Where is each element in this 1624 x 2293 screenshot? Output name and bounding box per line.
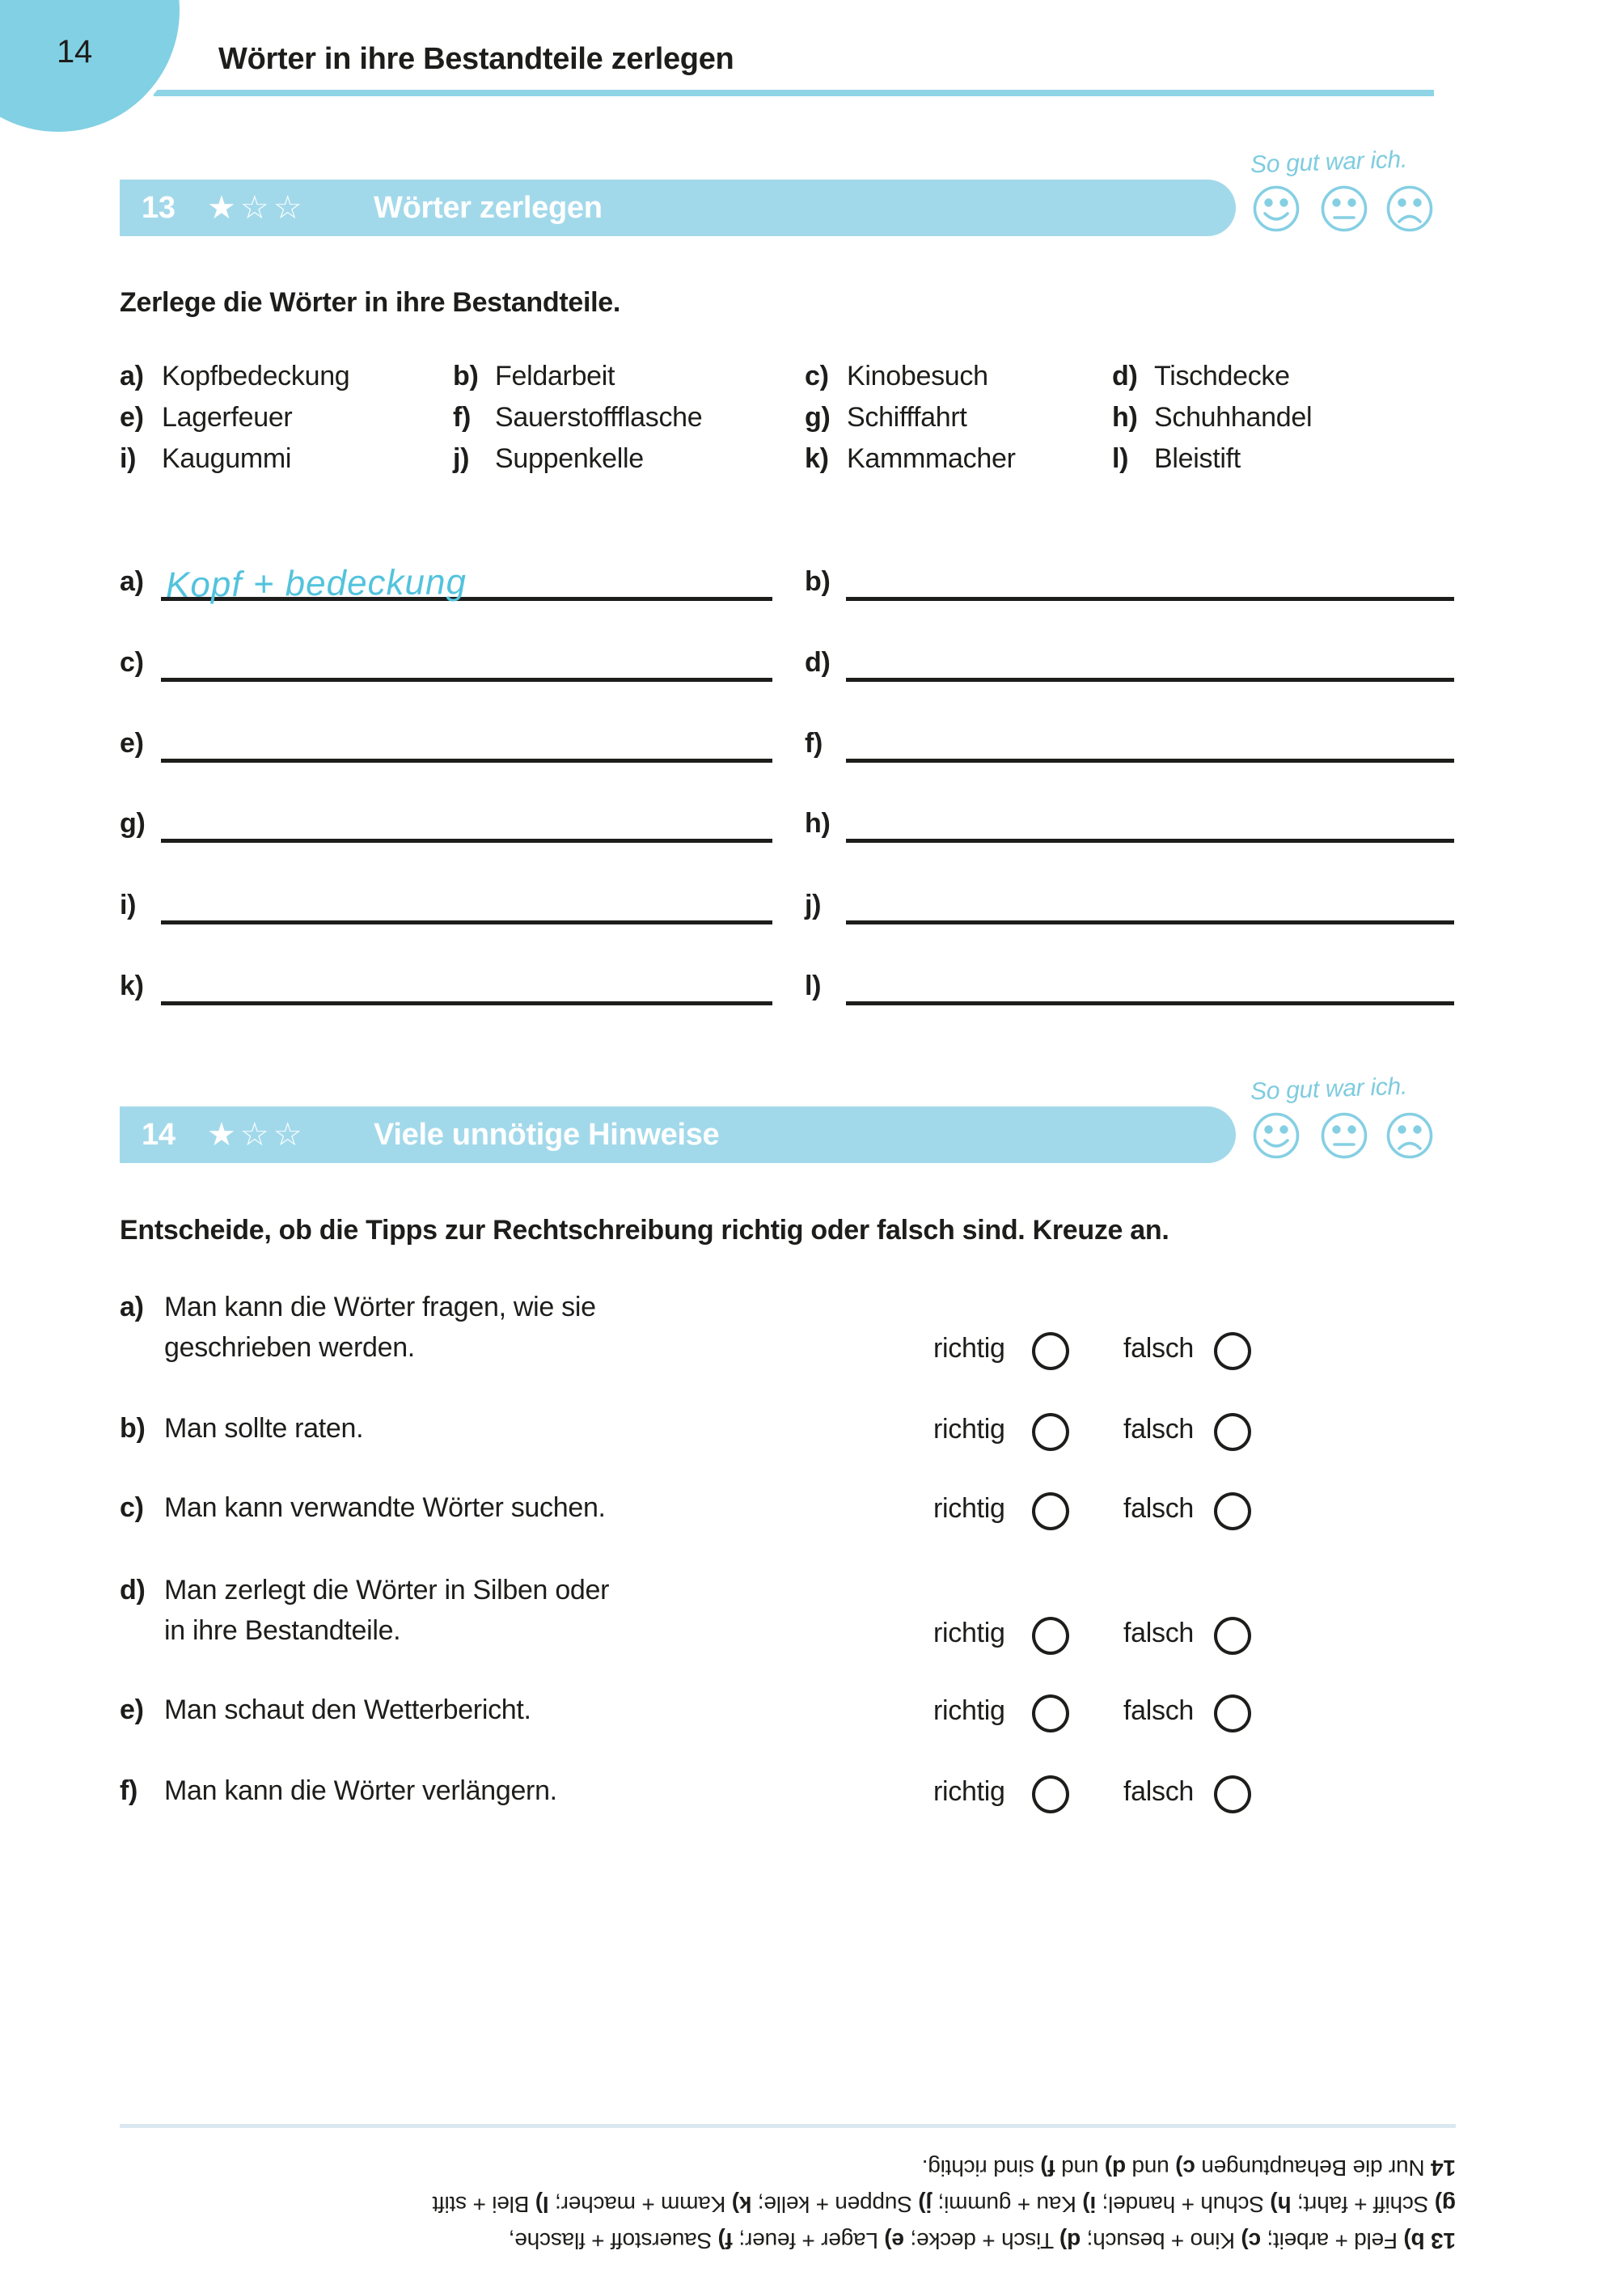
question-b-line1: b) Man sollte raten.: [120, 1413, 364, 1444]
answer-row-f: f): [805, 730, 1454, 763]
word-item-g: g) Schifffahrt: [805, 402, 967, 433]
question-e-line1: e) Man schaut den Wetterbericht.: [120, 1694, 531, 1725]
richtig-label: richtig: [933, 1618, 1005, 1648]
question-c-line1: c) Man kann verwandte Wörter suchen.: [120, 1492, 606, 1523]
word-item-e: e) Lagerfeuer: [120, 402, 293, 433]
word-item-f: f) Sauerstoffflasche: [453, 402, 703, 433]
richtig-label: richtig: [933, 1414, 1005, 1445]
word-item-l: l) Bleistift: [1112, 443, 1241, 474]
answer-line-k[interactable]: [161, 1001, 772, 1005]
task13-bar: [120, 180, 1236, 236]
falsch-circle-c[interactable]: [1214, 1492, 1251, 1530]
header-rule: [154, 90, 1434, 96]
task14-number: 14: [142, 1118, 176, 1152]
star-empty-icons: ☆☆: [239, 190, 307, 226]
answer-row-g: g): [120, 810, 772, 843]
answer-row-k: k): [120, 972, 772, 1005]
task14-bar: [120, 1106, 1236, 1163]
falsch-circle-b[interactable]: [1214, 1413, 1251, 1451]
falsch-circle-f[interactable]: [1214, 1775, 1251, 1813]
richtig-circle-a[interactable]: [1032, 1332, 1069, 1370]
star-filled-icon: ★: [207, 1117, 240, 1153]
sad-smiley-icon[interactable]: [1385, 1111, 1434, 1160]
task14-difficulty-stars: [207, 1106, 307, 1163]
falsch-label: falsch: [1123, 1414, 1195, 1445]
answer-row-j: j): [805, 891, 1454, 924]
sad-smiley-icon[interactable]: [1385, 184, 1434, 233]
word-item-d: d) Tischdecke: [1112, 361, 1290, 391]
richtig-circle-f[interactable]: [1032, 1775, 1069, 1813]
word-item-j: j) Suppenkelle: [453, 443, 644, 474]
falsch-circle-e[interactable]: [1214, 1694, 1251, 1732]
happy-smiley-icon[interactable]: [1252, 1111, 1300, 1160]
answer-line-l[interactable]: [846, 1001, 1454, 1005]
answer-line-h[interactable]: [846, 839, 1454, 843]
richtig-label: richtig: [933, 1776, 1005, 1807]
star-filled-icon: ★: [207, 190, 240, 226]
question-d-line1: d) Man zerlegt die Wörter in Silben oder: [120, 1575, 610, 1606]
answer-row-c: c): [120, 649, 772, 682]
footer-divider: [120, 2124, 1456, 2128]
answer-line-i[interactable]: [161, 920, 772, 924]
falsch-label: falsch: [1123, 1333, 1195, 1364]
richtig-circle-e[interactable]: [1032, 1694, 1069, 1732]
answer-row-e: e): [120, 730, 772, 763]
question-d-line2: in ihre Bestandteile.: [164, 1615, 401, 1646]
richtig-circle-c[interactable]: [1032, 1492, 1069, 1530]
answer-key-line-13a: 13 b) Feld + arbeit; c) Kino + besuch; d) Tisch + decke; e) Lager + feuer; f) Sauerstoff + flasche,: [508, 2228, 1456, 2253]
neutral-smiley-icon[interactable]: [1320, 184, 1368, 233]
word-item-k: k) Kammmacher: [805, 443, 1016, 474]
page-title: Wörter in ihre Bestandteile zerlegen: [218, 42, 734, 76]
word-item-h: h) Schuhhandel: [1112, 402, 1313, 433]
star-empty-icons: ☆☆: [239, 1117, 307, 1153]
feedback-label: So gut war ich.: [1250, 1072, 1408, 1106]
task13-title: Wörter zerlegen: [374, 191, 603, 225]
falsch-label: falsch: [1123, 1493, 1195, 1524]
word-item-c: c) Kinobesuch: [805, 361, 988, 391]
question-a-line1: a) Man kann die Wörter fragen, wie sie: [120, 1292, 596, 1322]
falsch-circle-a[interactable]: [1214, 1332, 1251, 1370]
answer-line-e[interactable]: [161, 759, 772, 763]
richtig-label: richtig: [933, 1493, 1005, 1524]
handwritten-answer-a: Kopf + bedeckung: [165, 562, 467, 605]
answer-key-line-13b: g) Schiff + fahrt; h) Schuh + handel; i) Kau + gummi; j) Suppen + kelle; k) Kamm + macher; l) Blei + stift: [432, 2192, 1456, 2217]
task14-instruction: Entscheide, ob die Tipps zur Rechtschreibung richtig oder falsch sind. Kreuze an.: [120, 1215, 1169, 1246]
richtig-label: richtig: [933, 1695, 1005, 1726]
feedback-label: So gut war ich.: [1250, 146, 1408, 179]
answer-line-j[interactable]: [846, 920, 1454, 924]
answer-line-b[interactable]: [846, 597, 1454, 601]
falsch-label: falsch: [1123, 1776, 1195, 1807]
falsch-circle-d[interactable]: [1214, 1617, 1251, 1655]
happy-smiley-icon[interactable]: [1252, 184, 1300, 233]
neutral-smiley-icon[interactable]: [1320, 1111, 1368, 1160]
task13-instruction: Zerlege die Wörter in ihre Bestandteile.: [120, 287, 621, 318]
word-item-a: a) Kopfbedeckung: [120, 361, 350, 391]
answer-row-h: h): [805, 810, 1454, 843]
answer-line-c[interactable]: [161, 678, 772, 682]
page-number: 14: [57, 34, 92, 70]
question-a-line2: geschrieben werden.: [164, 1332, 415, 1363]
richtig-circle-b[interactable]: [1032, 1413, 1069, 1451]
answer-key-line-14: 14 Nur die Behauptungen c) und d) und f) sind richtig.: [921, 2156, 1456, 2181]
answer-line-g[interactable]: [161, 839, 772, 843]
upside-down-answer-key: [285, 2150, 1456, 2259]
answer-row-i: i): [120, 891, 772, 924]
answer-row-d: d): [805, 649, 1454, 682]
answer-line-d[interactable]: [846, 678, 1454, 682]
word-item-b: b) Feldarbeit: [453, 361, 615, 391]
richtig-label: richtig: [933, 1333, 1005, 1364]
task14-title: Viele unnötige Hinweise: [374, 1118, 720, 1152]
answer-row-a: a) Kopf + bedeckung: [120, 568, 772, 601]
answer-line-f[interactable]: [846, 759, 1454, 763]
falsch-label: falsch: [1123, 1695, 1195, 1726]
word-item-i: i) Kaugummi: [120, 443, 292, 474]
falsch-label: falsch: [1123, 1618, 1195, 1648]
answer-row-l: l): [805, 972, 1454, 1005]
task13-difficulty-stars: [207, 180, 307, 236]
richtig-circle-d[interactable]: [1032, 1617, 1069, 1655]
task13-number: 13: [142, 191, 176, 225]
answer-row-b: b): [805, 568, 1454, 601]
question-f-line1: f) Man kann die Wörter verlängern.: [120, 1775, 557, 1806]
